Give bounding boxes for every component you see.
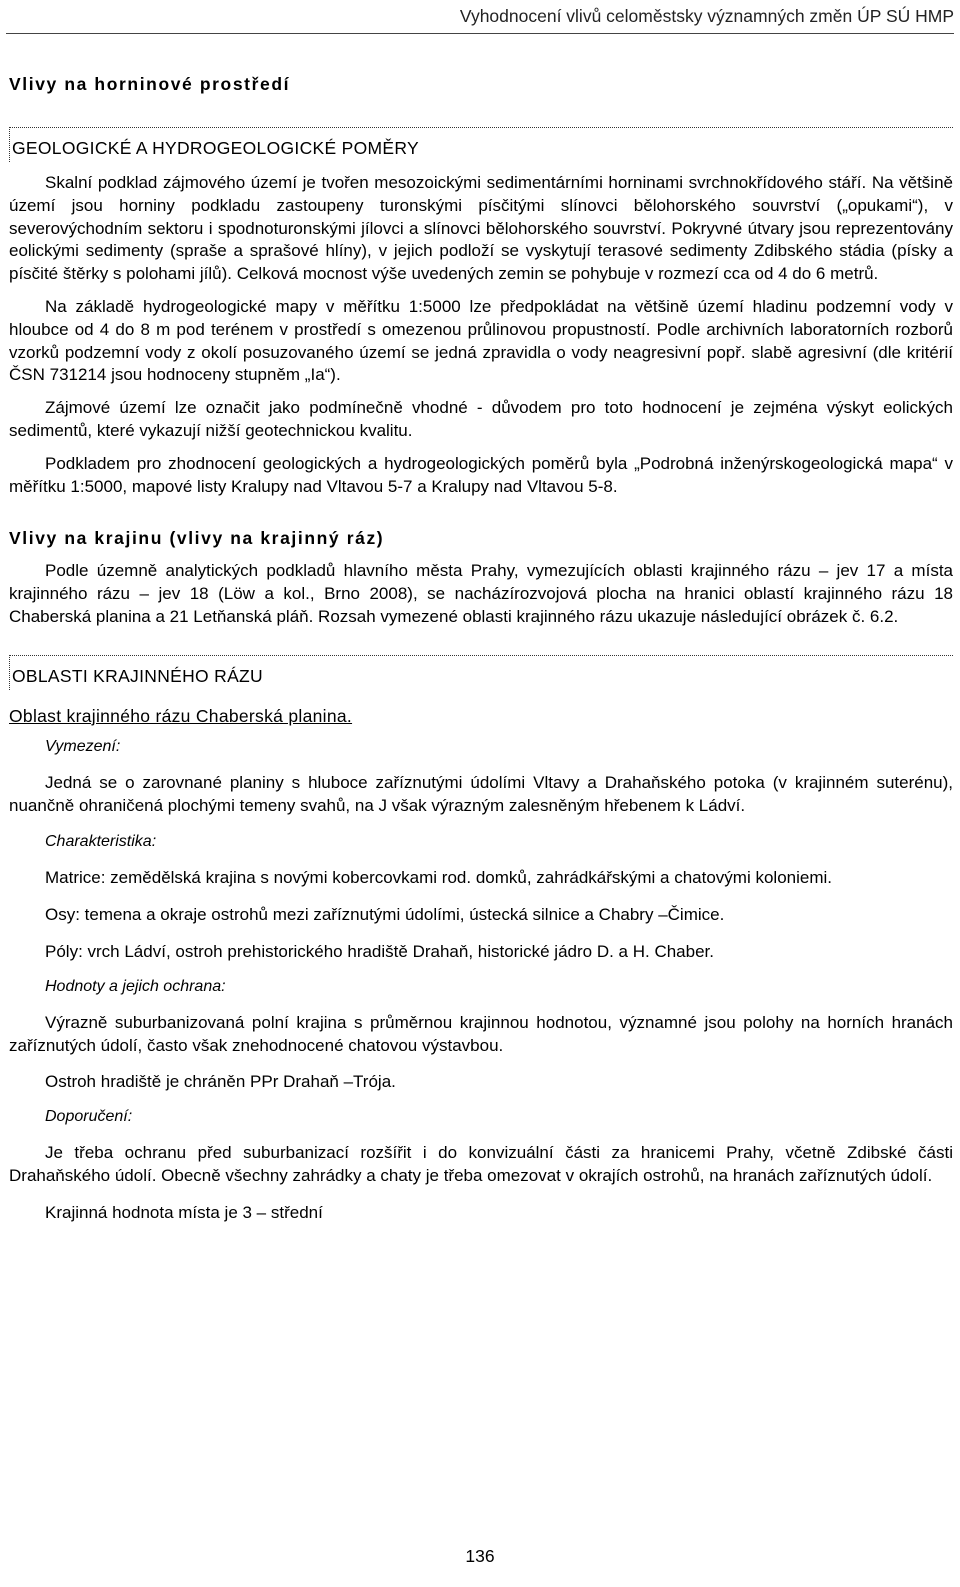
vymezeni-text: Jedná se o zarovnané planiny s hluboce zaříznutými údolími Vltavy a Drahaňského potoka (v krajinném suterénu), nuančně ohraničená plochými temeny svahů, na J však výrazným zalesněným hřebenem k Ládví. bbox=[9, 772, 953, 815]
page-content bbox=[9, 72, 953, 1225]
osy-text: Osy: temena a okraje ostrohů mezi zaříznutými údolími, ústecká silnice a Chabry –Čimice. bbox=[45, 905, 725, 925]
landscape-value-text: Krajinná hodnota místa je 3 – střední bbox=[45, 1202, 323, 1222]
landscape-areas-box-heading: OBLASTI KRAJINNÉHO RÁZU bbox=[9, 655, 953, 690]
doporuceni-text: Je třeba ochranu před suburbanizací rozšířit i do konvizuální části za hranicemi Prahy, včetně Zdibské části Drahaňského údolí. Obecně všechny zahrádky a chaty je třeba omezovat v okrajích ostrohů, na hranách zaříznutých údolí. bbox=[9, 1143, 953, 1185]
sources-paragraph: Podkladem pro zhodnocení geologických a hydrogeologických poměrů byla „Podrobná inženýrskogeologická mapa“ v měřítku 1:5000, mapové listy Kralupy nad Vltavou 5-7 a Kralupy nad Vltavou 5-8. bbox=[9, 453, 953, 496]
geology-paragraph: Skalní podklad zájmového území je tvořen mesozoickými sedimentárními horninami svrchnokřídového stáří. Na většině území jsou horniny podkladu zastoupeny turonskými písčitými slínovci bělohorského souvrství („opukami“), v severovýchodním sektoru i spodnoturonskými jílovci a slínovci bělohorského souvrství. Pokryvné útvary jsou reprezentovány eolickými sedimenty (spraše a sprašové hlíny), v jejich podloží se vyskytují terasové sedimenty Zdibského stádia (písky a písčité štěrky s polohami jílů). Celková mocnost výše uvedených zemin se pohybuje v rozmezí cca od 4 do 6 metrů. bbox=[9, 173, 953, 284]
hodnoty-label: Hodnoty a jejich ochrana: bbox=[45, 977, 226, 995]
poly-text: Póly: vrch Ládví, ostroh prehistorického hradiště Drahaň, historické jádro D. a H. Chaber. bbox=[45, 941, 714, 961]
charakteristika-label: Charakteristika: bbox=[45, 833, 157, 851]
section-title-landscape: Vlivy na krajinu (vlivy na krajinný ráz) bbox=[9, 528, 385, 549]
landscape-paragraph: Podle územně analytických podkladů hlavního města Prahy, vymezujících oblasti krajinného rázu – jev 17 a místa krajinného rázu – jev 18 (Löw a kol., Brno 2008), se nacházírozvojová plocha na hranici oblastí krajinného rázu 18 Chaberská planina a 21 Letňanská pláň. Rozsah vymezené oblasti krajinného rázu ukazuje následující obrázek č. 6.2. bbox=[9, 561, 953, 626]
section-title-rock-environment: Vlivy na horninové prostředí bbox=[9, 74, 291, 94]
matrice-text: Matrice: zemědělská krajina s novými kobercovkami rod. domků, zahrádkářskými a chatovými koloniemi. bbox=[45, 868, 833, 888]
page-number: 136 bbox=[465, 1546, 495, 1566]
ostroh-text: Ostroh hradiště je chráněn PPr Drahaň –Trója. bbox=[45, 1072, 396, 1092]
header-rule bbox=[6, 33, 954, 34]
vymezeni-label: Vymezení: bbox=[45, 737, 121, 755]
hodnoty-text: Výrazně suburbanizovaná polní krajina s průměrnou krajinnou hodnotou, významné jsou polohy na horních hranách zaříznutých údolí, často však znehodnocené chatovou výstavbou. bbox=[9, 1012, 953, 1055]
geology-box-heading: GEOLOGICKÉ A HYDROGEOLOGICKÉ POMĚRY bbox=[9, 127, 953, 162]
hydrogeology-paragraph: Na základě hydrogeologické mapy v měřítku 1:5000 lze předpokládat na většině území hladinu podzemní vody v hloubce od 4 do 8 m pod terénem v prostředí s omezenou průlinovou propustností. Podle archivních laboratorních rozborů vzorků podzemní vody z okolí posuzovaného území se jedná zpravidla o vody neagresivní popř. slabě agresivní (dle kritérií ČSN 731214 jsou hodnoceny stupněm „Ia“). bbox=[9, 296, 953, 385]
suitability-paragraph: Zájmové území lze označit jako podmínečně vhodné - důvodem pro toto hodnocení je zejména výskyt eolických sedimentů, které vykazují nižší geotechnickou kvalitu. bbox=[9, 398, 953, 440]
doporuceni-label: Doporučení: bbox=[45, 1108, 133, 1126]
chaberska-planina-subtitle: Oblast krajinného rázu Chaberská planina. bbox=[9, 705, 353, 726]
running-header: Vyhodnocení vlivů celoměstsky významných změn ÚP SÚ HMP bbox=[459, 6, 954, 26]
